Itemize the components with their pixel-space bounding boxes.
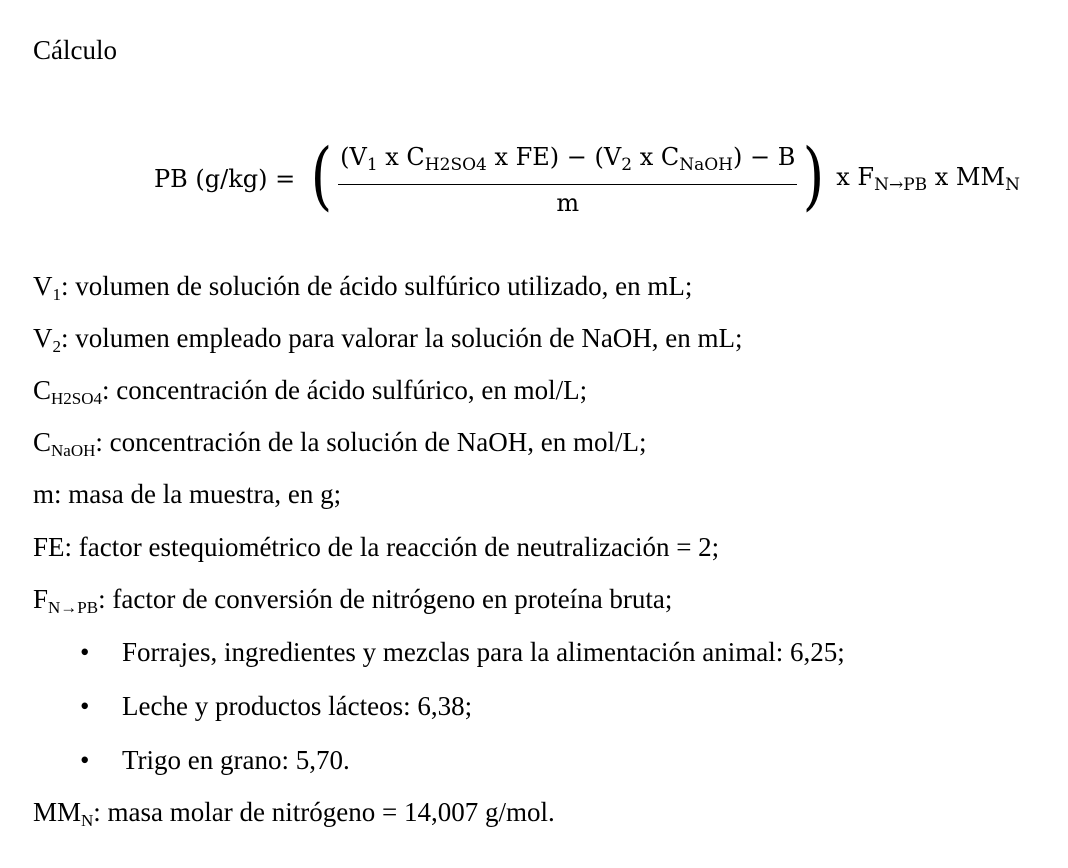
section-heading: Cálculo	[33, 35, 117, 65]
crude-protein-formula	[154, 134, 1020, 224]
def-symbol: F	[33, 584, 49, 614]
def-symbol: MM	[33, 797, 82, 827]
def-symbol: V	[33, 323, 53, 353]
def-symbol: FE	[33, 532, 65, 562]
def-symbol: V	[33, 271, 53, 301]
definition-v2	[33, 322, 743, 354]
rhs-sub: N	[1005, 175, 1020, 195]
def-text: : volumen de solución de ácido sulfúrico utilizado, en mL;	[61, 271, 693, 301]
def-sub: N→PB	[48, 598, 99, 617]
definition-c-h2so4	[33, 374, 587, 406]
formula-fraction	[338, 142, 797, 217]
num-sub: 1	[366, 154, 378, 175]
list-item	[80, 636, 845, 668]
def-sub: 1	[52, 285, 61, 304]
def-sub: NaOH	[51, 441, 96, 460]
def-text: : factor de conversión de nitrógeno en proteína bruta;	[98, 584, 673, 614]
formula-numerator	[338, 142, 797, 185]
num-part: x FE) − (V	[486, 142, 622, 171]
rhs-part: x F	[836, 163, 875, 191]
def-text: : volumen empleado para valorar la solución de NaOH, en mL;	[61, 323, 743, 353]
formula-lhs: PB (g/kg) =	[154, 165, 296, 193]
left-paren: (	[310, 133, 333, 219]
def-symbol: C	[33, 427, 52, 457]
bullet-icon: •	[80, 745, 90, 775]
definition-m	[33, 478, 341, 510]
definition-c-naoh	[33, 426, 646, 458]
bullet-icon: •	[80, 691, 90, 721]
num-sub: NaOH	[679, 154, 733, 175]
num-part: x C	[377, 142, 425, 171]
num-sub: 2	[621, 154, 633, 175]
def-text: : masa de la muestra, en g;	[54, 479, 342, 509]
def-sub: H2SO4	[51, 389, 103, 408]
num-sub: H2SO4	[424, 154, 487, 175]
right-paren: )	[802, 133, 825, 219]
bullet-icon: •	[80, 637, 90, 667]
definition-fe	[33, 531, 719, 563]
num-part: (V	[340, 142, 367, 171]
def-symbol: m	[33, 479, 55, 509]
def-text: : concentración de la solución de NaOH, en mol/L;	[95, 427, 647, 457]
num-part: ) − B	[733, 142, 796, 171]
num-part: x C	[632, 142, 680, 171]
def-symbol: C	[33, 375, 52, 405]
formula-rhs	[836, 163, 1020, 195]
formula-denominator: m	[556, 188, 580, 217]
def-text: : factor estequiométrico de la reacción de neutralización = 2;	[64, 532, 720, 562]
def-text: : masa molar de nitrógeno = 14,007 g/mol.	[93, 797, 555, 827]
def-sub: N	[81, 811, 94, 830]
rhs-part: x MM	[927, 163, 1006, 191]
def-sub: 2	[52, 337, 61, 356]
definition-mm-n	[33, 796, 555, 828]
list-item-text: Forrajes, ingredientes y mezclas para la alimentación animal: 6,25;	[122, 637, 845, 667]
list-item	[80, 744, 350, 776]
rhs-sub: N→PB	[874, 175, 928, 195]
def-text: : concentración de ácido sulfúrico, en mol/L;	[102, 375, 588, 405]
list-item-text: Trigo en grano: 5,70.	[122, 745, 350, 775]
definition-f-n-pb	[33, 583, 672, 615]
list-item	[80, 690, 472, 722]
definition-v1	[33, 270, 692, 302]
list-item-text: Leche y productos lácteos: 6,38;	[122, 691, 473, 721]
